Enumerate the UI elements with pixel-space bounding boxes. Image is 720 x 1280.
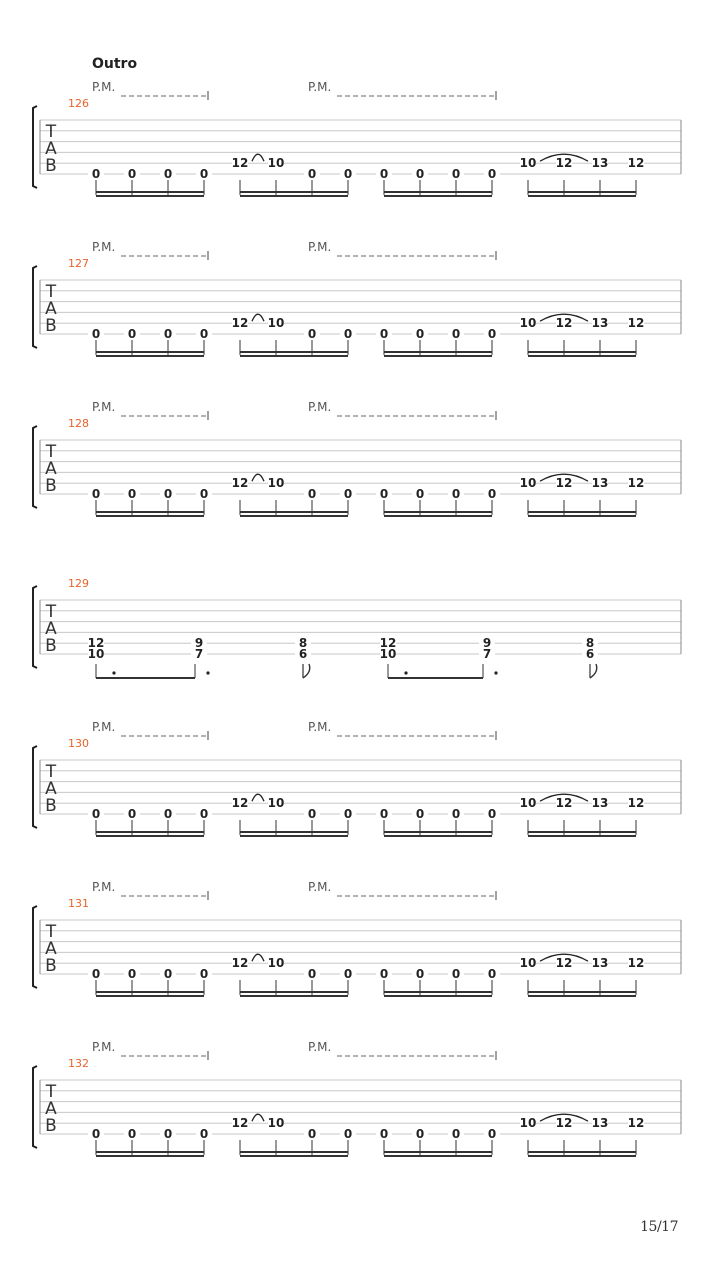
fret-number: 0 <box>343 167 353 181</box>
staff-system-127 <box>33 240 681 356</box>
fret-number: 0 <box>163 487 173 501</box>
fret-number: 0 <box>487 327 497 341</box>
fret-number: 0 <box>307 967 317 981</box>
fret-number: 12 <box>231 316 249 331</box>
tab-clef-letter: A <box>45 939 57 959</box>
fret-number: 0 <box>415 807 425 821</box>
palm-mute-label: P.M. <box>92 80 116 94</box>
fret-number: 0 <box>307 807 317 821</box>
fret-number: 0 <box>487 967 497 981</box>
fret-number: 0 <box>127 807 137 821</box>
chord-upper-fret: 9 <box>194 636 204 651</box>
fret-number: 12 <box>555 956 573 971</box>
palm-mute-label: P.M. <box>92 880 116 894</box>
fret-number: 0 <box>163 327 173 341</box>
fret-number: 0 <box>91 807 101 821</box>
slur <box>252 314 264 321</box>
fret-number: 0 <box>91 327 101 341</box>
fret-number: 0 <box>91 967 101 981</box>
fret-number: 0 <box>451 167 461 181</box>
tab-clef-letter: T <box>45 602 57 622</box>
slur <box>252 474 264 481</box>
tab-clef-letter: A <box>45 779 57 799</box>
fret-number: 13 <box>591 796 609 811</box>
fret-number: 13 <box>591 956 609 971</box>
palm-mute-label: P.M. <box>308 80 332 94</box>
fret-number: 0 <box>127 167 137 181</box>
fret-number: 0 <box>451 967 461 981</box>
fret-number: 0 <box>415 327 425 341</box>
fret-number: 0 <box>163 167 173 181</box>
tab-clef-letter: B <box>45 636 57 656</box>
fret-number: 13 <box>591 316 609 331</box>
palm-mute-label: P.M. <box>308 720 332 734</box>
measure-number: 126 <box>68 97 89 110</box>
measure-number: 132 <box>68 1057 89 1070</box>
palm-mute-label: P.M. <box>308 1040 332 1054</box>
augmentation-dot <box>404 671 407 674</box>
slur <box>252 154 264 161</box>
fret-number: 10 <box>519 156 537 171</box>
fret-number: 0 <box>163 967 173 981</box>
fret-number: 0 <box>379 807 389 821</box>
fret-number: 0 <box>199 327 209 341</box>
chord-upper-fret: 12 <box>379 636 397 651</box>
tab-clef-letter: T <box>45 762 57 782</box>
note-flag <box>303 664 310 678</box>
tab-clef-letter: T <box>45 442 57 462</box>
tab-clef-letter: B <box>45 156 57 176</box>
fret-number: 0 <box>307 327 317 341</box>
fret-number: 12 <box>555 796 573 811</box>
slur <box>252 794 264 801</box>
fret-number: 0 <box>379 1127 389 1141</box>
palm-mute-label: P.M. <box>308 400 332 414</box>
fret-number: 12 <box>555 316 573 331</box>
fret-number: 0 <box>307 167 317 181</box>
tab-clef-letter: T <box>45 282 57 302</box>
measure-number: 131 <box>68 897 89 910</box>
augmentation-dot <box>494 671 497 674</box>
staff-system-130 <box>33 720 681 836</box>
fret-number: 0 <box>199 167 209 181</box>
tab-clef-letter: T <box>45 922 57 942</box>
fret-number: 0 <box>487 167 497 181</box>
fret-number: 0 <box>127 327 137 341</box>
chord-lower-fret: 10 <box>379 647 397 661</box>
system-brace <box>33 266 37 348</box>
staff-system-128 <box>33 400 681 516</box>
page-number: 15/17 <box>640 1219 678 1235</box>
palm-mute-label: P.M. <box>92 240 116 254</box>
fret-number: 0 <box>343 487 353 501</box>
tab-clef-letter: B <box>45 316 57 336</box>
fret-number: 0 <box>91 487 101 501</box>
tab-clef-letter: T <box>45 122 57 142</box>
fret-number: 10 <box>519 316 537 331</box>
tab-clef-letter: A <box>45 299 57 319</box>
fret-number: 0 <box>487 807 497 821</box>
fret-number: 12 <box>231 1116 249 1131</box>
palm-mute-label: P.M. <box>92 400 116 414</box>
palm-mute-label: P.M. <box>92 1040 116 1054</box>
chord-lower-fret: 7 <box>194 647 204 661</box>
chord-upper-fret: 8 <box>585 636 595 651</box>
system-brace <box>33 106 37 188</box>
measure-number: 128 <box>68 417 89 430</box>
tab-clef-letter: B <box>45 796 57 816</box>
fret-number: 0 <box>343 1127 353 1141</box>
fret-number: 10 <box>267 796 285 811</box>
system-brace <box>33 746 37 828</box>
fret-number: 0 <box>343 967 353 981</box>
staff-system-126 <box>33 80 681 196</box>
fret-number: 0 <box>415 167 425 181</box>
chord-upper-fret: 12 <box>87 636 105 651</box>
fret-number: 0 <box>163 807 173 821</box>
fret-number: 12 <box>231 156 249 171</box>
chord-lower-fret: 7 <box>482 647 492 661</box>
tab-clef-letter: A <box>45 1099 57 1119</box>
tab-clef-letter: A <box>45 459 57 479</box>
system-brace <box>33 426 37 508</box>
fret-number: 10 <box>267 156 285 171</box>
augmentation-dot <box>206 671 209 674</box>
chord-lower-fret: 10 <box>87 647 105 661</box>
fret-number: 12 <box>627 956 645 971</box>
fret-number: 0 <box>451 327 461 341</box>
fret-number: 10 <box>519 1116 537 1131</box>
tab-clef-letter: T <box>45 1082 57 1102</box>
measure-number: 129 <box>68 577 89 590</box>
fret-number: 10 <box>519 796 537 811</box>
fret-number: 13 <box>591 156 609 171</box>
fret-number: 10 <box>519 476 537 491</box>
fret-number: 10 <box>267 1116 285 1131</box>
fret-number: 0 <box>127 967 137 981</box>
fret-number: 0 <box>307 1127 317 1141</box>
fret-number: 0 <box>199 967 209 981</box>
fret-number: 0 <box>451 1127 461 1141</box>
tab-clef-letter: B <box>45 956 57 976</box>
fret-number: 0 <box>451 807 461 821</box>
fret-number: 0 <box>307 487 317 501</box>
tab-clef-letter: A <box>45 619 57 639</box>
fret-number: 0 <box>379 967 389 981</box>
tab-clef-letter: B <box>45 1116 57 1136</box>
palm-mute-label: P.M. <box>308 880 332 894</box>
fret-number: 0 <box>379 167 389 181</box>
staff-system-132 <box>33 1040 681 1156</box>
palm-mute-label: P.M. <box>92 720 116 734</box>
fret-number: 12 <box>555 1116 573 1131</box>
slur <box>252 954 264 961</box>
fret-number: 12 <box>627 316 645 331</box>
tab-clef-letter: A <box>45 139 57 159</box>
fret-number: 12 <box>231 956 249 971</box>
augmentation-dot <box>112 671 115 674</box>
fret-number: 12 <box>231 796 249 811</box>
fret-number: 0 <box>91 167 101 181</box>
fret-number: 0 <box>487 1127 497 1141</box>
fret-number: 10 <box>519 956 537 971</box>
chord-lower-fret: 6 <box>585 647 595 661</box>
fret-number: 10 <box>267 956 285 971</box>
palm-mute-label: P.M. <box>308 240 332 254</box>
fret-number: 0 <box>199 1127 209 1141</box>
measure-number: 127 <box>68 257 89 270</box>
fret-number: 12 <box>555 156 573 171</box>
chord-upper-fret: 8 <box>298 636 308 651</box>
fret-number: 12 <box>627 476 645 491</box>
section-title: Outro <box>92 56 138 72</box>
fret-number: 0 <box>91 1127 101 1141</box>
fret-number: 0 <box>415 1127 425 1141</box>
fret-number: 0 <box>379 327 389 341</box>
fret-number: 13 <box>591 1116 609 1131</box>
fret-number: 13 <box>591 476 609 491</box>
note-flag <box>590 664 597 678</box>
fret-number: 0 <box>127 1127 137 1141</box>
fret-number: 12 <box>627 156 645 171</box>
fret-number: 0 <box>415 487 425 501</box>
fret-number: 0 <box>199 487 209 501</box>
staff-system-129 <box>33 577 681 678</box>
fret-number: 0 <box>163 1127 173 1141</box>
fret-number: 0 <box>343 807 353 821</box>
fret-number: 0 <box>451 487 461 501</box>
fret-number: 0 <box>127 487 137 501</box>
system-brace <box>33 586 37 668</box>
fret-number: 0 <box>199 807 209 821</box>
fret-number: 0 <box>343 327 353 341</box>
fret-number: 12 <box>555 476 573 491</box>
fret-number: 0 <box>415 967 425 981</box>
measure-number: 130 <box>68 737 89 750</box>
chord-upper-fret: 9 <box>482 636 492 651</box>
slur <box>252 1114 264 1121</box>
fret-number: 12 <box>627 1116 645 1131</box>
fret-number: 10 <box>267 476 285 491</box>
tab-clef-letter: B <box>45 476 57 496</box>
system-brace <box>33 906 37 988</box>
fret-number: 10 <box>267 316 285 331</box>
chord-lower-fret: 6 <box>298 647 308 661</box>
fret-number: 12 <box>627 796 645 811</box>
fret-number: 12 <box>231 476 249 491</box>
staff-system-131 <box>33 880 681 996</box>
system-brace <box>33 1066 37 1148</box>
fret-number: 0 <box>379 487 389 501</box>
fret-number: 0 <box>487 487 497 501</box>
